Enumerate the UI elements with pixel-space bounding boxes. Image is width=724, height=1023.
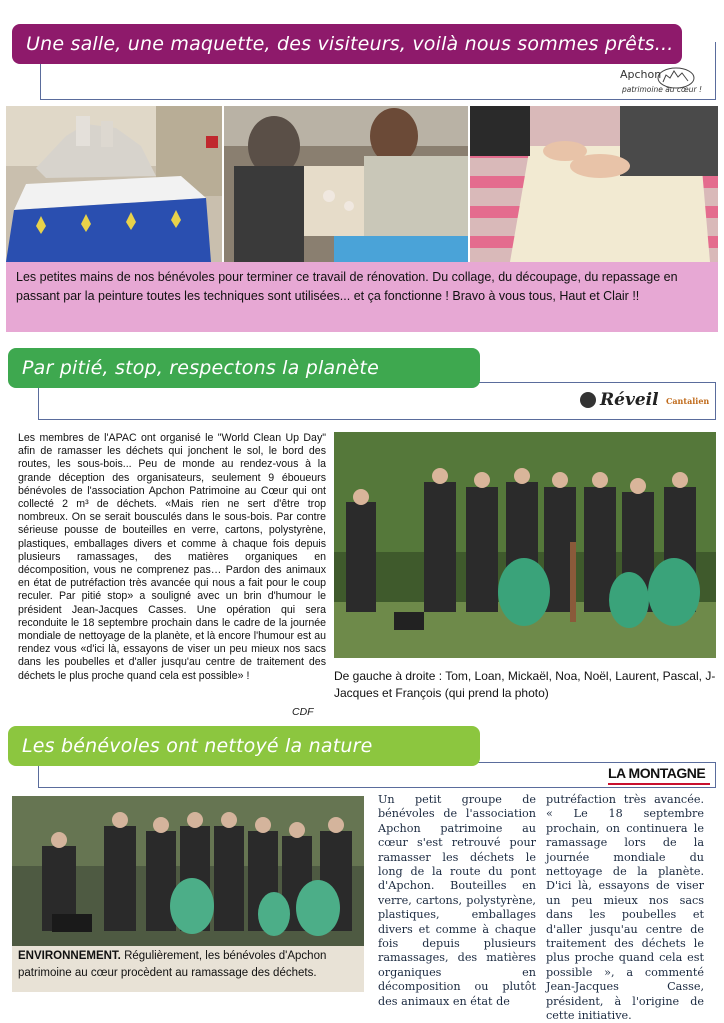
section3-column1 bbox=[378, 793, 536, 1009]
section3-photo-caption-text: Régulièrement, les bénévoles d'Apchon patrimoine au cœur procèdent au ramassage des déchets. bbox=[18, 950, 327, 979]
section2-title: Par pitié, stop, respectons la planète bbox=[22, 357, 379, 379]
section1-title-banner bbox=[12, 24, 682, 64]
section3-photo-caption bbox=[18, 948, 358, 982]
section2-title-banner bbox=[8, 348, 480, 388]
section2-photo-caption-text: De gauche à droite : Tom, Loan, Mickaël, Noa, Noël, Laurent, Pascal, J-Jacques et François (qui prend la photo) bbox=[334, 669, 716, 700]
section3-column1-text: Un petit groupe de bénévoles de l'association Apchon patrimoine au cœur s'est retrouvé pour ramasser les déchets le long de la route du pont d'Apchon. Bouteilles en verre, cartons, polystyrène, plastiques, emballages divers et comme à chaque fois depuis plusieurs ramassages, des matières organiques en décomposition ou plutôt des animaux en état de bbox=[378, 793, 536, 1008]
apchon-logo-tagline: patrimoine au cœur ! bbox=[622, 85, 702, 94]
section3-title: Les bénévoles ont nettoyé la nature bbox=[22, 735, 373, 757]
section2-photo-caption bbox=[334, 668, 718, 702]
reveil-cantalien-logo bbox=[578, 390, 710, 414]
section3-frame-top bbox=[470, 762, 716, 763]
section1-title: Une salle, une maquette, des visiteurs, voilà nous sommes prêts... bbox=[26, 33, 674, 55]
photo-model-castle bbox=[6, 106, 222, 262]
section3-column2 bbox=[546, 793, 704, 1023]
section1-caption bbox=[6, 262, 718, 332]
la-montagne-logo bbox=[608, 765, 710, 785]
section2-article bbox=[18, 432, 326, 704]
section2-frame-top bbox=[470, 382, 716, 383]
section2-article-text: Les membres de l'APAC ont organisé le "World Clean Up Day" afin de ramasser les déchets qui jonchent le sol, le bord des routes, les sous-bois... Peu de monde au rendez-vous à la grande déception des organisateurs, seulement 9 éboueurs bénévoles de l'association Apchon Patrimoine au Cœur qui ont collecté 2 m³ de déchets. «Mais rien ne sert d'être trop nombreux. On se serait bousculés dans le sous-bois. Par contre sérieuse pousse de bouteilles en verre, cartons, polystyrène, plastiques, emballages divers et comme à chaque fois depuis plusieurs ramassages, des matières organiques en décomposition, vous ne comprenez pas… Pardon des animaux en état de putréfaction très avancée qui nous a fait pour le coup reculer. Par pitié stop» a souligné avec un brin d'humour le président Jean-Jacques Casses. Une opération qui sera reconduite le 18 septembre prochain dans le cadre de la journée mondiale de nettoyage de la planète, et là encore l'humour est au rendez vous «d'ici là, essayons de viser un peu mieux nos sacs dans les poubelles et d'aller jusqu'au centre de traitement des déchets le plus proche quand cela est possible» ! bbox=[18, 432, 326, 682]
rooster-icon bbox=[580, 392, 596, 408]
photo-cleanup-group-newsprint bbox=[12, 796, 364, 992]
section3-title-banner bbox=[8, 726, 480, 766]
apchon-logo-name: Apchon bbox=[620, 68, 662, 81]
photo-cleanup-group-color bbox=[334, 432, 716, 658]
reveil-logo-sub: Cantalien bbox=[666, 396, 710, 406]
section1-caption-text: Les petites mains de nos bénévoles pour terminer ce travail de rénovation. Du collage, du découpage, du repassage en passant par la peinture toutes les techniques sont utilisées... et ça fonctionne ! Bravo à vous tous, Haut et Clair !! bbox=[16, 270, 678, 303]
reveil-logo-name: Réveil bbox=[600, 390, 659, 410]
section3-column2-text: putréfaction très avancée. « Le 18 septembre prochain, on continuera le ramassage lors de la journée mondiale du nettoyage de la planète. D'ici là, essayons de viser un peu mieux nos sacs dans les poubelles et d'aller jusqu'au centre de traitement des déchets le plus proche quand cela est possible », a commenté Jean-Jacques Casse, président, à l'origine de cette initiative. bbox=[546, 793, 704, 1023]
apchon-logo bbox=[618, 66, 710, 98]
section2-signature: CDF bbox=[292, 706, 314, 718]
la-montagne-logo-name: LA MONTAGNE bbox=[608, 765, 706, 781]
section3-photo-caption-lead: ENVIRONNEMENT. bbox=[18, 950, 121, 962]
photo-drawing-on-paper bbox=[470, 106, 718, 262]
photo-volunteers-gluing bbox=[224, 106, 468, 262]
